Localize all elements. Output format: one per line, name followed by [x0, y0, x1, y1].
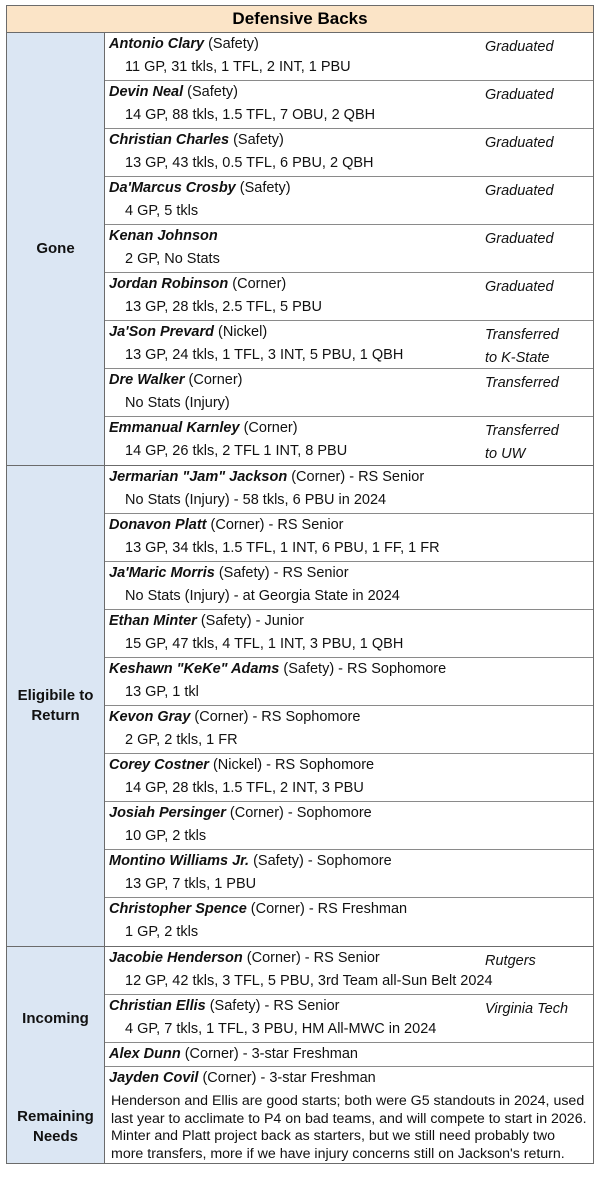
defensive-backs-table: [6, 5, 594, 1164]
player-row: [105, 995, 593, 1043]
player-position: (Corner) - Sophomore: [225, 805, 372, 821]
player-position: (Corner) - 3-star Freshman: [198, 1070, 376, 1086]
status-line: Transferred: [485, 327, 559, 343]
player-name: Jermarian "Jam" Jackson: [109, 469, 288, 485]
player-name: Ja'Maric Morris: [109, 565, 215, 581]
player-row: [105, 273, 593, 321]
player-stats: 2 GP, 2 tkls, 1 FR: [125, 732, 238, 748]
player-name: Kenan Johnson: [109, 228, 218, 244]
player-heading: [109, 709, 360, 725]
section-remaining-needs: [7, 1091, 593, 1163]
player-position: (Corner): [184, 372, 243, 388]
player-heading: [109, 901, 407, 917]
table-title: Defensive Backs: [7, 6, 593, 33]
status-line: Virginia Tech: [485, 1001, 569, 1017]
player-status-note: [485, 180, 585, 203]
player-heading: [109, 757, 374, 773]
player-name: Montino Williams Jr.: [109, 853, 250, 869]
player-row: [105, 850, 593, 898]
player-position: (Safety): [235, 180, 291, 196]
player-status-note: [485, 372, 585, 395]
player-heading: [109, 180, 291, 196]
player-name: Ethan Minter: [109, 613, 197, 629]
player-stats: 13 GP, 7 tkls, 1 PBU: [125, 876, 257, 892]
player-row: [105, 802, 593, 850]
player-heading: [109, 132, 284, 148]
status-line: Transferred: [485, 423, 559, 439]
player-name: Josiah Persinger: [109, 805, 226, 821]
player-heading: [109, 372, 243, 388]
player-position: (Corner) - RS Senior: [206, 517, 344, 533]
player-status-note: [485, 950, 585, 973]
player-row: [105, 514, 593, 562]
player-name: Christian Ellis: [109, 998, 206, 1014]
player-status-note: [485, 998, 585, 1021]
player-row: [105, 658, 593, 706]
player-heading: [109, 613, 304, 629]
player-row: [105, 562, 593, 610]
player-status-note: [485, 228, 585, 251]
player-heading: [109, 565, 349, 581]
player-list: [105, 33, 593, 465]
player-heading: [109, 661, 446, 677]
player-name: Alex Dunn: [109, 1046, 181, 1062]
player-name: Corey Costner: [109, 757, 209, 773]
status-line: Graduated: [485, 279, 554, 295]
player-list: [105, 466, 593, 946]
player-name: Jordan Robinson: [109, 276, 229, 292]
player-position: (Corner) - RS Freshman: [246, 901, 408, 917]
player-position: (Corner): [228, 276, 287, 292]
player-stats: 4 GP, 5 tkls: [125, 203, 199, 219]
section-gone: [7, 33, 593, 466]
player-name: Christian Charles: [109, 132, 230, 148]
player-position: (Corner) - 3-star Freshman: [180, 1046, 358, 1062]
player-stats: 11 GP, 31 tkls, 1 TFL, 2 INT, 1 PBU: [125, 59, 351, 75]
player-name: Jayden Covil: [109, 1070, 199, 1086]
player-name: Christopher Spence: [109, 901, 247, 917]
player-stats: 15 GP, 47 tkls, 4 TFL, 1 INT, 3 PBU, 1 QBH: [125, 636, 404, 652]
player-position: (Safety) - Sophomore: [249, 853, 392, 869]
player-row: [105, 225, 593, 273]
player-name: Jacobie Henderson: [109, 950, 243, 966]
player-position: (Safety) - RS Sophomore: [279, 661, 447, 677]
player-stats: 13 GP, 28 tkls, 2.5 TFL, 5 PBU: [125, 299, 322, 315]
player-heading: [109, 998, 339, 1014]
player-row: [105, 1043, 593, 1067]
player-position: (Safety): [229, 132, 284, 148]
player-stats: 14 GP, 26 tkls, 2 TFL 1 INT, 8 PBU: [125, 443, 348, 459]
player-name: Dre Walker: [109, 372, 185, 388]
player-heading: [109, 324, 267, 340]
player-row: [105, 417, 593, 465]
player-status-note: [485, 36, 585, 59]
player-row: [105, 177, 593, 225]
player-heading: [109, 853, 392, 869]
status-line: Graduated: [485, 39, 554, 55]
player-heading: [109, 420, 298, 436]
player-name: Da'Marcus Crosby: [109, 180, 236, 196]
player-position: (Safety): [183, 84, 238, 100]
section-incoming: [7, 947, 593, 1091]
player-position: (Safety): [204, 36, 259, 52]
player-status-note: [485, 84, 585, 107]
section-eligibile-to-return: [7, 466, 593, 947]
player-stats: 1 GP, 2 tkls: [125, 924, 199, 940]
player-heading: [109, 1046, 358, 1062]
player-heading: [109, 805, 372, 821]
player-stats: 12 GP, 42 tkls, 3 TFL, 5 PBU, 3rd Team all-Sun Belt 2024: [125, 973, 493, 989]
player-stats: 2 GP, No Stats: [125, 251, 220, 267]
player-position: (Nickel) - RS Sophomore: [208, 757, 375, 773]
player-status-note: [485, 420, 585, 466]
player-status-note: [485, 132, 585, 155]
player-row: [105, 754, 593, 802]
player-position: (Safety) - RS Senior: [214, 565, 349, 581]
player-stats: 4 GP, 7 tkls, 1 TFL, 3 PBU, HM All-MWC in 2024: [125, 1021, 437, 1037]
player-heading: [109, 517, 343, 533]
player-name: Devin Neal: [109, 84, 184, 100]
section-label: Gone: [7, 33, 105, 465]
player-position: (Corner): [239, 420, 298, 436]
remaining-needs-text: Henderson and Ellis are good starts; both were G5 standouts in 2024, used last year to acclimate to P4 on bad teams, and will compete to start in 2026. Minter and Platt project back as starters, but we still need probably two more transfers, more if we have injury concerns still on Jackson's return.: [111, 1093, 587, 1162]
player-row: [105, 129, 593, 177]
player-row: [105, 81, 593, 129]
player-list: [105, 947, 593, 1091]
player-row: [105, 610, 593, 658]
player-name: Kevon Gray: [109, 709, 191, 725]
status-line-2: to K-State: [485, 350, 550, 366]
player-stats: No Stats (Injury) - 58 tkls, 6 PBU in 2024: [125, 492, 387, 508]
player-row: [105, 947, 593, 995]
player-position: (Safety) - RS Senior: [205, 998, 340, 1014]
player-status-note: [485, 324, 585, 370]
status-line: Graduated: [485, 87, 554, 103]
player-row: [105, 706, 593, 754]
player-row: [105, 466, 593, 514]
status-line: Rutgers: [485, 953, 536, 969]
player-stats: 13 GP, 43 tkls, 0.5 TFL, 6 PBU, 2 QBH: [125, 155, 374, 171]
player-row: [105, 33, 593, 81]
player-heading: [109, 84, 238, 100]
player-heading: [109, 1070, 376, 1086]
player-position: (Safety) - Junior: [196, 613, 304, 629]
player-stats: 10 GP, 2 tkls: [125, 828, 207, 844]
player-name: Donavon Platt: [109, 517, 207, 533]
player-position: (Corner) - RS Sophomore: [190, 709, 361, 725]
player-position: (Corner) - RS Senior: [287, 469, 425, 485]
player-position: (Nickel): [214, 324, 268, 340]
section-label: Remaining Needs: [7, 1091, 105, 1163]
status-line: Graduated: [485, 231, 554, 247]
player-position: (Corner) - RS Senior: [242, 950, 380, 966]
player-name: Emmanual Karnley: [109, 420, 240, 436]
player-row: [105, 321, 593, 369]
player-name: Keshawn "KeKe" Adams: [109, 661, 280, 677]
status-line: Transferred: [485, 375, 559, 391]
status-line: Graduated: [485, 135, 554, 151]
player-name: Antonio Clary: [109, 36, 205, 52]
player-stats: No Stats (Injury): [125, 395, 230, 411]
player-heading: [109, 950, 380, 966]
status-line: Graduated: [485, 183, 554, 199]
player-heading: [109, 276, 286, 292]
player-stats: 13 GP, 1 tkl: [125, 684, 199, 700]
status-line-2: to UW: [485, 446, 526, 462]
player-stats: 13 GP, 24 tkls, 1 TFL, 3 INT, 5 PBU, 1 QBH: [125, 347, 404, 363]
player-row: [105, 1067, 593, 1091]
player-stats: 13 GP, 34 tkls, 1.5 TFL, 1 INT, 6 PBU, 1 FF, 1 FR: [125, 540, 440, 556]
player-stats: No Stats (Injury) - at Georgia State in 2024: [125, 588, 400, 604]
player-stats: 14 GP, 28 tkls, 1.5 TFL, 2 INT, 3 PBU: [125, 780, 364, 796]
player-name: Ja'Son Prevard: [109, 324, 214, 340]
player-status-note: [485, 276, 585, 299]
player-heading: [109, 36, 259, 52]
player-heading: [109, 469, 424, 485]
player-heading: [109, 228, 218, 244]
player-row: [105, 898, 593, 946]
section-label: Eligibile to Return: [7, 466, 105, 946]
player-row: [105, 369, 593, 417]
section-label: Incoming: [7, 947, 105, 1091]
player-stats: 14 GP, 88 tkls, 1.5 TFL, 7 OBU, 2 QBH: [125, 107, 376, 123]
sections-container: [7, 33, 593, 1091]
